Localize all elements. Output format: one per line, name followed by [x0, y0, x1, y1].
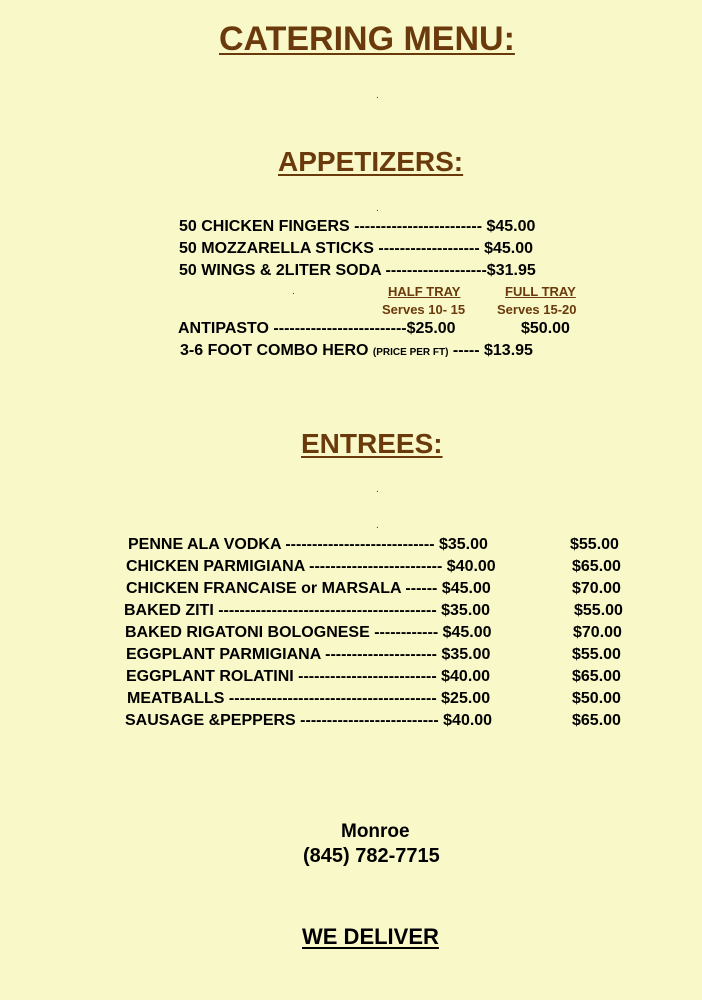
item-name: 50 WINGS & 2LITER SODA: [179, 262, 382, 279]
item-name: BAKED ZITI: [124, 602, 214, 619]
half-tray-price: $40.00: [441, 668, 491, 685]
list-item: [125, 712, 492, 730]
item-name: MEATBALLS: [127, 690, 225, 707]
half-tray-price: $35.00: [438, 536, 488, 553]
list-item: [125, 624, 492, 642]
item-leader: ------------------------: [349, 218, 487, 235]
contact-town: Monroe: [341, 821, 410, 842]
full-tray-label: FULL TRAY: [505, 284, 576, 299]
half-tray-price: $45.00: [441, 580, 491, 597]
decorative-dot: .: [376, 484, 379, 495]
list-item: [178, 320, 456, 338]
decorative-dot: .: [376, 90, 379, 101]
page-title: CATERING MENU:: [219, 20, 515, 58]
full-tray-price: $50.00: [521, 320, 570, 337]
item-leader: -------------------------: [268, 320, 407, 337]
item-leader: -------------------: [373, 240, 485, 257]
decorative-dot: .: [376, 520, 379, 531]
item-name: 3-6 FOOT COMBO HERO: [180, 342, 369, 359]
list-item: [124, 602, 490, 620]
item-name: ANTIPASTO: [178, 320, 269, 337]
full-tray-price: $55.00: [574, 602, 623, 619]
item-name: PENNE ALA VODKA: [128, 536, 281, 553]
item-name: 50 CHICKEN FINGERS: [179, 218, 350, 235]
item-name: BAKED RIGATONI BOLOGNESE: [125, 624, 370, 641]
list-item: [126, 668, 490, 686]
full-tray-price: $50.00: [572, 690, 621, 707]
half-tray-price: $25.00: [406, 320, 456, 337]
item-leader: -----: [448, 342, 484, 359]
item-leader: -------------------------: [304, 558, 447, 575]
item-price: $45.00: [486, 218, 536, 235]
full-tray-price: $70.00: [573, 624, 622, 641]
list-item: [128, 536, 488, 554]
half-tray-price: $40.00: [446, 558, 496, 575]
item-name: SAUSAGE &PEPPERS: [125, 712, 296, 729]
list-item: [179, 240, 533, 258]
item-name: EGGPLANT ROLATINI: [126, 668, 294, 685]
appetizers-heading: APPETIZERS:: [278, 146, 464, 177]
list-item: [179, 262, 536, 280]
full-tray-price: $55.00: [570, 536, 619, 553]
delivery-notice: WE DELIVER: [302, 924, 439, 949]
item-leader: -------------------: [381, 262, 487, 279]
item-leader: ------: [400, 580, 442, 597]
full-tray-price: $70.00: [572, 580, 621, 597]
item-leader: -----------------------------------------: [213, 602, 442, 619]
list-item: [127, 690, 490, 708]
full-tray-price: $55.00: [572, 646, 621, 663]
half-tray-price: $25.00: [441, 690, 491, 707]
item-leader: ---------------------: [320, 646, 442, 663]
decorative-dot: .: [292, 286, 295, 297]
list-item: [179, 218, 535, 236]
item-price: $45.00: [484, 240, 534, 257]
item-name: 50 MOZZARELLA STICKS: [179, 240, 374, 257]
price-note: (PRICE PER FT): [372, 347, 449, 358]
item-name: EGGPLANT PARMIGIANA: [126, 646, 321, 663]
half-tray-price: $35.00: [441, 646, 491, 663]
item-leader: --------------------------: [293, 668, 442, 685]
item-leader: --------------------------: [295, 712, 444, 729]
half-tray-label: HALF TRAY: [388, 284, 461, 299]
decorative-dot: .: [376, 203, 379, 214]
item-price: $31.95: [486, 262, 536, 279]
full-tray-price: $65.00: [572, 712, 621, 729]
full-tray-price: $65.00: [572, 668, 621, 685]
half-tray-price: $40.00: [443, 712, 493, 729]
list-item: [126, 580, 491, 598]
item-name: CHICKEN PARMIGIANA: [126, 558, 305, 575]
list-item: [126, 646, 490, 664]
full-tray-serves: Serves 15-20: [497, 302, 577, 317]
half-tray-price: $45.00: [442, 624, 492, 641]
item-leader: ------------: [369, 624, 443, 641]
half-tray-price: $35.00: [441, 602, 491, 619]
list-item: [180, 342, 533, 360]
item-leader: ---------------------------------------: [224, 690, 442, 707]
item-leader: ----------------------------: [280, 536, 439, 553]
entrees-heading: ENTREES:: [301, 428, 443, 459]
list-item: [126, 558, 496, 576]
half-tray-serves: Serves 10- 15: [382, 302, 466, 317]
item-price: $13.95: [484, 342, 533, 359]
item-name: CHICKEN FRANCAISE or MARSALA: [126, 580, 401, 597]
full-tray-price: $65.00: [572, 558, 621, 575]
contact-phone: (845) 782-7715: [303, 845, 440, 867]
